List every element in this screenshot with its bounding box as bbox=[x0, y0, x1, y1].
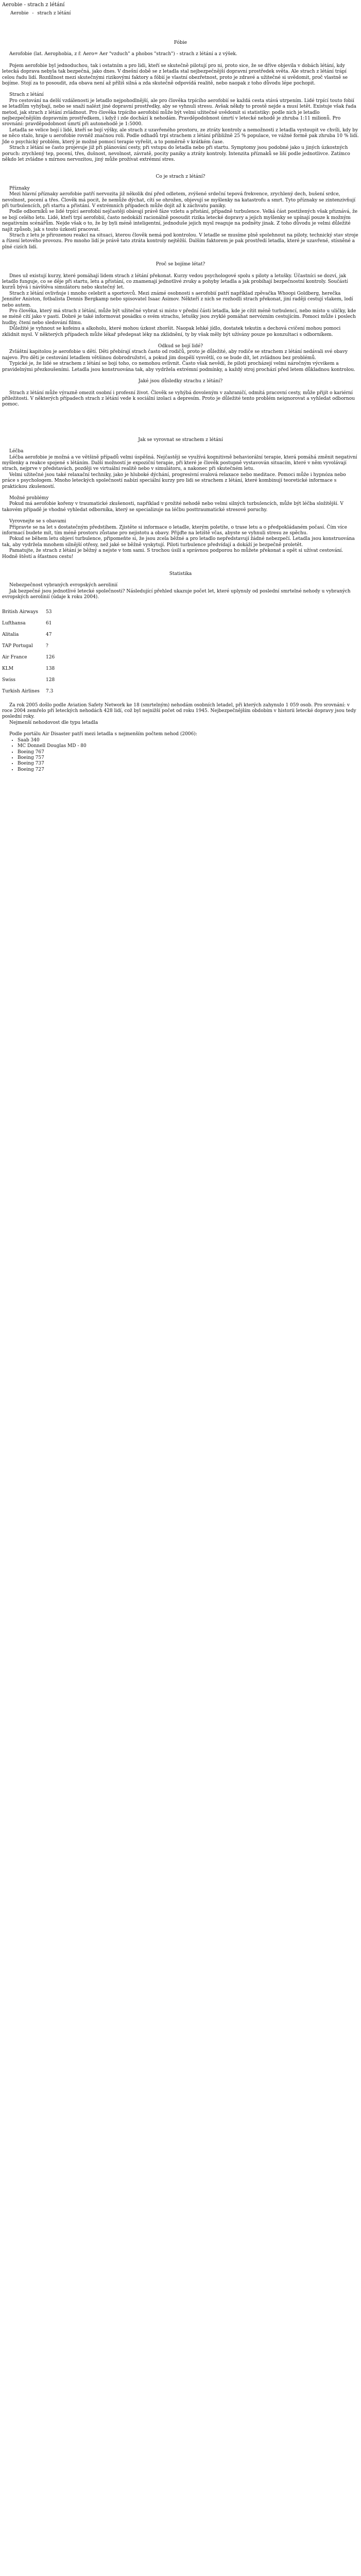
airline-value: 128 bbox=[46, 677, 55, 683]
paragraph: Za rok 2005 došlo podle Aviation Safety Network ke 18 (smrtelným) nehodám osobních letadel, při kterých zahynulo 1 059 osob. Pro srovnání: v roce 2004 zemřelo při leteckých nehodách 428 lidí, což byl nejnižší počet od roku 1945. Nejbezpečnějším obdobím v historii letecké dopravy jsou tedy poslední roky. bbox=[2, 702, 356, 720]
breadcrumb-separator: - bbox=[32, 11, 34, 16]
airline-name: KLM bbox=[2, 666, 13, 671]
section-heading: Co je strach z létání? bbox=[156, 174, 205, 180]
paragraph: Pokud se během letu objeví turbulence, připomeňte si, že jsou zcela běžné a pro letadlo nepředstavují žádné nebezpečí. Letadla jsou konstruována tak, aby vydržela mnohem silnější otřesy, než jaké se běžně vyskytují. Piloti turbulence předvídají a dokáží je bezpečně proletět. bbox=[2, 536, 355, 548]
paragraph-subheading: Nebezpečnost vybraných evropských aerolinií bbox=[9, 583, 118, 588]
paragraph: Velmi užitečné jsou také relaxační techniky, jako je hluboké dýchání, progresivní svalová relaxace nebo meditace. Pomoci může i hypnóza nebo práce s psychologem. Mnoho leteckých společností nabízí speciální kurzy pro lidi se strachem z létání, které kombinují teoretické informace s praktickou zkušeností. bbox=[2, 472, 346, 489]
paragraph-subheading: Příznaky bbox=[9, 185, 30, 191]
paragraph: Dnes už existují kurzy, které pomáhají lidem strach z létání překonat. Kurzy vedou psychologové spolu s piloty a letušky. Účastníci se dozví, jak letadlo funguje, co se děje při startu, letu a přistání, co znamenají jednotlivé zvuky a pohyby letadla a jak probíhají bezpečnostní kontroly. Součástí kurzů bývá i návštěva simulátoru nebo skutečný let. bbox=[2, 273, 348, 291]
list-item bbox=[2, 640, 100, 652]
paragraph: Pamatujte, že strach z létání je běžný a nejste v tom sami. S trochou úsilí a správnou podporou ho můžete překonat a opět si užívat cestování. Hodně štěstí a šťastnou cestu! bbox=[2, 548, 343, 560]
paragraph: Mezi hlavní příznaky aerofobie patří nervozita již několik dní před odletem, zvýšené srdeční tepová frekvence, zrychlený dech, bušení srdce, nevolnost, pocení a třes. Člověk má pocit, že nemůže dýchat, cítí se ohrožen, objevují se myšlenky na katastrofu a smrt. Tyto příznaky se zintenzivňují při turbulencích, při startu a přistání. V extrémních případech může dojít až k záchvatu paniky. bbox=[2, 192, 356, 209]
airline-value: 47 bbox=[46, 632, 52, 637]
paragraph: Aerofobie (lat. Aerophobia, z ř. Aero= Aer "vzduch" a phobos "strach") - strach z létání a z výšek. bbox=[9, 52, 237, 57]
paragraph: Podle odborníků se lidé trpící aerofobií nejčastěji obávají právě fáze vzletu a přistání, případně turbulence. Velká část postižených však přiznává, že se bojí celého letu. Lidé, kteří trpí aerofobií, často nedokáží racionálně posoudit rizika letecké dopravy a jejich myšlenky se upínají pouze k možným negativním scénářům. Nejde však o to, že by byli méně inteligentní, jednoduše jejich mysl reaguje na podněty jinak. Z toho důvodu je velmi důležité najít způsob, jak s touto úzkostí pracovat. bbox=[2, 209, 358, 232]
article-page bbox=[0, 2, 361, 773]
paragraph: Letadla se velice bojí i lidé, kteří se bojí výšky, ale strach z uzavřeného prostoru, ze ztráty kontroly a nemožnosti z letadla vystoupit ve chvíli, kdy by se něco stalo, hraje u aerofobie rovněž značnou roli. Podle odhadů trpí strachem z létání přibližně 25 % populace, ve vážné formě pak zhruba 10 % lidí. Jde o psychický problém, který je možné pomocí terapie vyřešit, a to poměrně v krátkém čase. bbox=[2, 127, 359, 145]
airline-value: 126 bbox=[46, 654, 55, 660]
list-item bbox=[2, 686, 100, 697]
paragraph-subheading: Vyrovnejte se s obavami bbox=[9, 519, 66, 524]
airline-name: Turkish Airlines bbox=[2, 688, 40, 694]
airline-name: Swiss bbox=[2, 677, 15, 683]
list-item: • Saab 340 bbox=[18, 738, 359, 743]
list-item: • Boeing 737 bbox=[18, 761, 359, 767]
airline-name: TAP Portugal bbox=[2, 643, 33, 649]
paragraph: Pojem aerofobie byl jednoduchou, tak i ostatním a pro lidi, kteří se skutečně pilotují pro ni, proto sice, že se dříve objevila v dobách létání, kdy letecká doprava nebyla tak bezpečná, jako dnes. V dnešní době se z letadla stal nejbezpečnější dopravní prostředek světa. Ale strach z létání trápí celou řadu lidí. Rozdílnost mezi skutečnými rizikovými faktory a fóbií je vlastní obezřetnost, proto je zdravé a užitečné si uvědomit, proč vlastně se bojíme. Stojí za to posoudit, zda obava není až příliš silná a zda skutečně odpovídá realitě, nebo naopak z toho důvodu lépe pochopit. bbox=[2, 63, 348, 87]
list-item bbox=[2, 618, 100, 629]
airline-value: 61 bbox=[46, 620, 52, 626]
paragraph-subheading: Nejmenší nehodovost dle typu letadla bbox=[9, 720, 98, 725]
list-item: • Boeing 757 bbox=[18, 755, 359, 761]
list-item: • MC Donnell Douglas MD - 80 bbox=[18, 743, 359, 749]
paragraph-subheading: Strach z létání bbox=[9, 92, 44, 98]
breadcrumb-item: strach z létání bbox=[37, 11, 71, 16]
airline-value: 7.3 bbox=[46, 688, 54, 694]
paragraph: Připravte se na let s dostatečným předstihem. Zjistěte si informace o letadle, kterým poletíte, o trase letu a o předpokládaném počasí. Čím více informací budete mít, tím méně prostoru zůstane pro nejistotu a obavy. Přijďte na letiště včas, abyste se vyhnuli stresu ze spěchu. bbox=[2, 524, 347, 536]
paragraph: Typické je, že lidé se strachem z létání se bojí toho, co nemohou ovlivnit. Často však nevědí, že piloti procházejí velmi náročným výcvikem a pravidelnými přezkoušeními. Letadla jsou konstruována tak, aby vydržela extrémní podmínky, a každý stroj prochází před letem důkladnou kontrolou. bbox=[2, 361, 355, 372]
airline-stats-list bbox=[2, 606, 359, 697]
airline-name: British Airways bbox=[2, 609, 39, 615]
page-title: Aerobie - strach z létání bbox=[2, 2, 65, 8]
section-heading: Statistika bbox=[169, 571, 192, 577]
breadcrumb bbox=[2, 10, 359, 16]
paragraph: Strach z létání může výrazně omezit osobní i profesní život. Člověk se vyhýbá dovoleným v zahraničí, odmítá pracovní cesty, může přijít o kariérní příležitosti. V některých případech strach z létání vede k sociální izolaci a depresím. Proto je důležité tento problém neignorovat a vyhledat odbornou pomoc. bbox=[2, 390, 355, 408]
list-item: • Boeing 767 bbox=[18, 750, 359, 755]
airline-name: Alitalia bbox=[2, 632, 19, 637]
list-item bbox=[2, 606, 100, 618]
airline-value: 53 bbox=[46, 609, 52, 615]
section-heading: Odkud se bojí lidé? bbox=[158, 344, 203, 349]
paragraph: Pro cestování na delší vzdálenosti je letadlo nejpohodlnější, ale pro člověka trpícího aerofobií se každá cesta stává utrpením. Lidé trpící touto fobií se letadlům vyhýbají, nebo se snaží nalézt jiné dopravní prostředky, aby se vyhnuli stresu. Avšak někdy to prostě nejde a musí letět. Existuje však řada metod, jak strach z létání zvládnout. Pro člověka trpícího aerofobií může být velmi užitečné uvědomit si statistiky: podle nich je letadlo nejbezpečnějším dopravním prostředkem, i když i zde dochází k nehodám. Pravděpodobnost úmrtí v letecké nehodě je zhruba 1:11 milionů. Pro srovnání: pravděpodobnost úmrtí při autonehodě je 1:5000. bbox=[2, 98, 356, 127]
list-item bbox=[2, 652, 100, 663]
section-heading: Fóbie bbox=[174, 40, 187, 45]
airline-value: 138 bbox=[46, 666, 55, 671]
paragraph: Strach z létání se často projevuje již při plánování cesty, při vstupu do letadla nebo při startu. Symptomy jsou podobné jako u jiných úzkostných poruch: zrychlený tep, pocení, třes, dušnost, nevolnost, závratě, pocity paniky a ztráty kontroly. Intenzita příznaků se liší podle jednotlivce. Zatímco někdo let zvládne s mírnou nervozitou, jiný může prožívat extrémní stres. bbox=[2, 145, 350, 162]
aircraft-type-list bbox=[2, 738, 359, 773]
paragraph: Podle portálu Air Disaster patří mezi letadla s nejmenším počtem nehod (2006): bbox=[9, 732, 197, 737]
paragraph: Pro člověka, který má strach z létání, může být užitečné vybrat si místo v přední části letadla, kde je cítit méně turbulencí, nebo místo u uličky, kde se méně cítí jako v pasti. Dobré je také informovat posádku o svém strachu, letušky jsou zvyklé pomáhat nervózním cestujícím. Pomoci může i poslech hudby, čtení nebo sledování filmu. bbox=[2, 309, 356, 326]
paragraph: Zvláštní kapitolou je aerofobie u dětí. Děti přebírají strach často od rodičů, proto je důležité, aby rodiče se strachem z létání nedávali své obavy najevo. Pro děti je cestování letadlem většinou dobrodružství, a pokud jim dospělí vysvětlí, co se bude dít, let zvládnou bez problémů. bbox=[2, 349, 348, 361]
section-heading: Jak se vyrovnat se strachem z létání bbox=[138, 437, 223, 443]
paragraph: Strach z letu je přirozenou reakcí na situaci, kterou člověk nemá pod kontrolou. V letadle se musíme plně spolehnout na piloty, technický stav stroje a řízení letového provozu. Pro mnoho lidí je právě tato ztráta kontroly nejtěžší. Dalším faktorem je pak prostředí letadla, které je uzavřené, stísněné a plné cizích lidí. bbox=[2, 232, 358, 250]
section-heading: Proč se bojíme létat? bbox=[156, 262, 205, 267]
paragraph: Důležité je vyhnout se kofeinu a alkoholu, které mohou úzkost zhoršit. Naopak lehké jídlo, dostatek tekutin a dechová cvičení mohou pomoci zklidnit mysl. V některých případech může lékař předepsat léky na zklidnění, ty by však měly být užívány pouze po konzultaci s odborníkem. bbox=[2, 326, 341, 337]
paragraph: Pokud má aerofobie kořeny v traumatické zkušenosti, například v prožité nehodě nebo velmi silných turbulencích, může být léčba složitější. V takovém případě je vhodné vyhledat odborníka, který se specializuje na léčbu posttraumatické stresové poruchy. bbox=[2, 501, 343, 513]
list-item bbox=[2, 629, 100, 640]
section-heading: Jaké jsou důsledky strachu z létání? bbox=[138, 379, 223, 384]
airline-value: ? bbox=[46, 643, 48, 649]
breadcrumb-item[interactable]: Aerobie bbox=[10, 11, 29, 16]
airline-name: Lufthansa bbox=[2, 620, 26, 626]
airline-name: Air France bbox=[2, 654, 27, 660]
paragraph: Strach z létání ovlivňuje i mnoho celebrit a sportovců. Mezi známé osobnosti s aerofobií patří například zpěvačka Whoopi Goldberg, herečka Jennifer Aniston, fotbalista Dennis Bergkamp nebo spisovatel Isaac Asimov. Někteří z nich se rozhodli strach překonat, jiní raději cestují vlakem, lodí nebo autem. bbox=[2, 291, 353, 308]
paragraph: Jak bezpečné jsou jednotlivé letecké společnosti? Následující přehled ukazuje počet let, které uplynuly od poslední smrtelné nehody u vybraných evropských aerolinií (údaje k roku 2004). bbox=[2, 588, 351, 600]
paragraph-subheading: Možné problémy bbox=[9, 495, 49, 501]
paragraph-subheading: Léčba bbox=[9, 449, 24, 454]
list-item: • Boeing 727 bbox=[18, 767, 359, 773]
list-item bbox=[2, 674, 100, 686]
list-item bbox=[2, 663, 100, 674]
paragraph: Léčba aerofobie je možná a ve většině případů velmi úspěšná. Nejčastěji se využívá kognitivně behaviorální terapie, která pomáhá změnit negativní myšlenky a reakce spojené s létáním. Další možností je expoziční terapie, při které je člověk postupně vystavován situacím, které v něm vyvolávají strach, nejprve v představách, později ve virtuální realitě nebo v simulátoru, a nakonec při skutečném letu. bbox=[2, 454, 357, 472]
